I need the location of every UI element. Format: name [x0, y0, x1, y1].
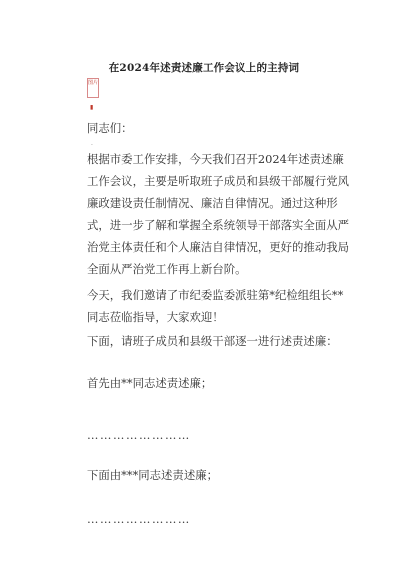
first-speaker-line: 首先由**同志述责述廉；	[87, 376, 213, 390]
ellipsis-line-1: ……………………	[87, 428, 191, 442]
ellipsis-line-2: ……………………	[87, 512, 191, 526]
paragraph-instruction: 下面，请班子成员和县级干部逐一进行述责述廉：	[87, 334, 338, 348]
red-mark: ▮	[90, 104, 94, 111]
small-dot: ·	[91, 142, 93, 149]
paragraph-intro: 根据市委工作安排，今天我们召开2024年述责述廉工作会议，主要是听取班子成员和县级干部履行党风廉政建设责任制情况、廉洁自律情况。通过这种形式，进一步了解和掌握全系统领导干部落实全面从严治党主体责任和个人廉洁自律情况，更好的推动我局全面从严治党工作再上新台阶。	[87, 152, 349, 276]
paragraph-welcome: 今天，我们邀请了市纪委监委派驻第*纪检组组长**同志莅临指导，大家欢迎！	[87, 288, 344, 324]
image-placeholder-stamp: 图片	[87, 78, 99, 98]
document-title: 在2024年述责述廉工作会议上的主持词	[108, 62, 300, 74]
salutation: 同志们：	[87, 121, 133, 135]
next-speaker-line: 下面由***同志述责述廉；	[87, 468, 218, 482]
